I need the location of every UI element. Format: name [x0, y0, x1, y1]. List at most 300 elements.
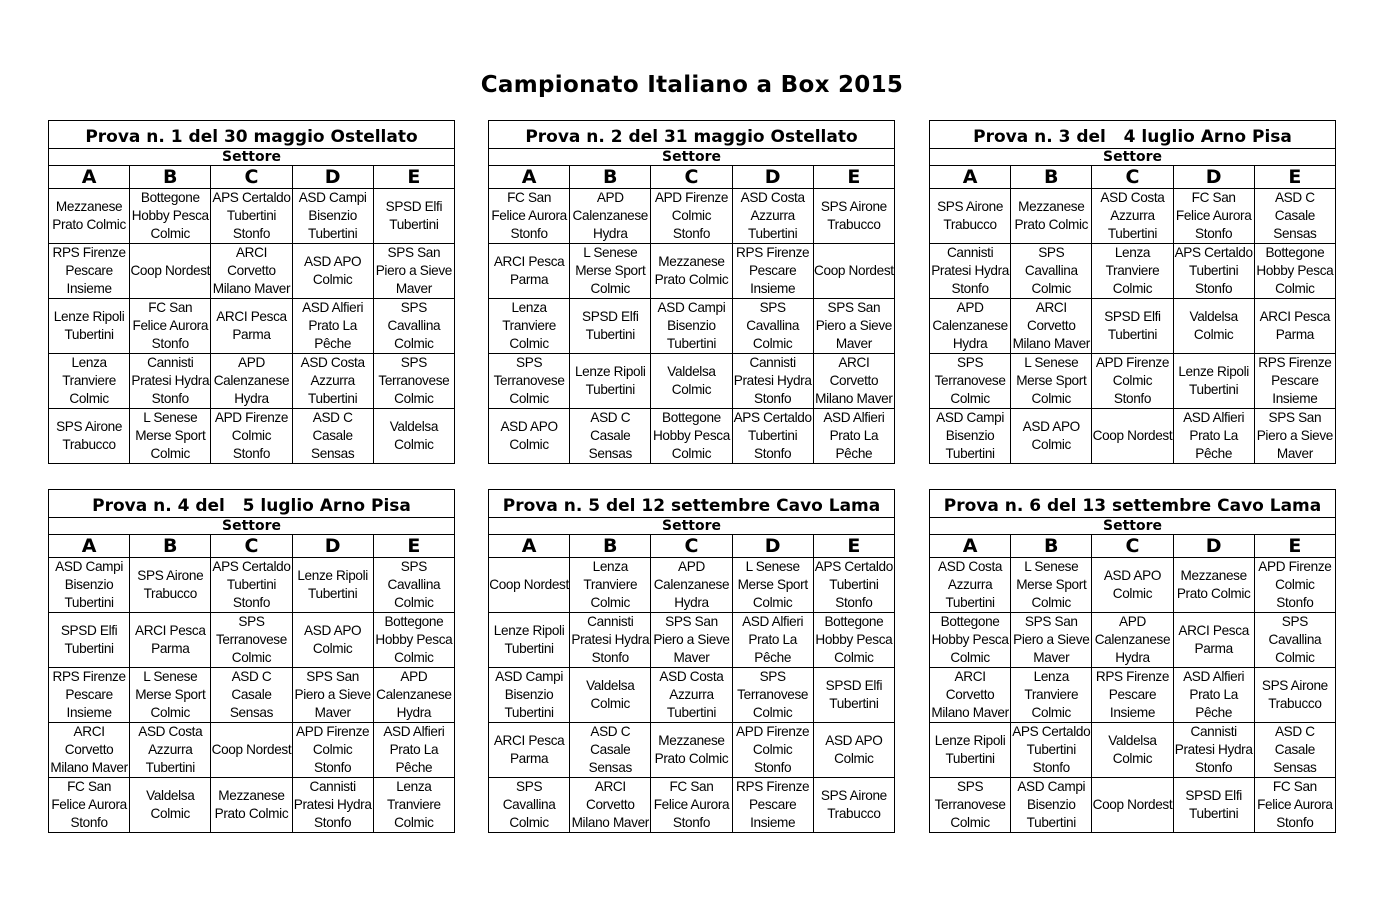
table-row	[930, 354, 1336, 409]
team-name-line: RPS Firenze	[52, 669, 126, 684]
team-name-line: SPS San	[306, 669, 360, 684]
team-cell	[732, 409, 813, 464]
team-cell	[732, 244, 813, 299]
team-name-line: Stonfo	[591, 650, 629, 665]
team-cell	[1092, 668, 1173, 723]
team-cell	[651, 558, 732, 613]
prova-table-6	[929, 489, 1336, 833]
team-name-line: Tubertini	[504, 705, 554, 720]
team-name-line: Lenze Ripoli	[297, 568, 368, 583]
team-name-line: SPS	[516, 355, 543, 370]
team-name-line: Stonfo	[151, 336, 189, 351]
team-name-line: Colmic	[1031, 437, 1071, 452]
sector-header-c: C	[1092, 535, 1173, 558]
prova-title: Prova n. 1 del 30 maggio Ostellato	[49, 121, 455, 149]
sector-header-b: B	[570, 535, 651, 558]
team-name-line: Colmic	[1112, 586, 1153, 601]
team-name-line: Tubertini	[748, 428, 798, 443]
table-row	[49, 299, 455, 354]
settore-label: Settore	[489, 518, 895, 535]
team-cell	[1092, 723, 1173, 778]
team-name-line: ARCI	[838, 355, 870, 370]
settore-label: Settore	[49, 149, 455, 166]
team-name-line: Azzurra	[148, 742, 193, 757]
team-cell	[49, 189, 130, 244]
team-cell	[570, 723, 651, 778]
team-name-line: Merse Sport	[1016, 373, 1087, 388]
team-name-line: Stonfo	[672, 226, 711, 241]
sector-header-d: D	[1173, 535, 1254, 558]
team-name-line: ARCI Pesca	[135, 623, 206, 638]
team-cell	[292, 723, 373, 778]
team-name-line: Pescare	[1271, 373, 1319, 388]
team-name-line: Tubertini	[945, 446, 995, 461]
team-name-line: Colmic	[671, 446, 712, 461]
team-name-line: RPS Firenze	[1258, 355, 1332, 370]
team-name-line: ASD Costa	[740, 190, 805, 205]
team-name-line: SPS Airone	[137, 568, 204, 583]
team-cell	[570, 244, 651, 299]
table-row	[930, 723, 1336, 778]
team-name-line: Piero a Sieve	[653, 632, 730, 647]
sector-header-e: E	[813, 166, 894, 189]
team-cell	[1092, 189, 1173, 244]
sector-header-d: D	[292, 166, 373, 189]
team-name-line: Stonfo	[835, 595, 873, 610]
team-name-line: Colmic	[1031, 391, 1071, 406]
team-name-line: Stonfo	[951, 281, 989, 296]
team-name-line: ASD C	[312, 410, 353, 425]
team-name-line: Cannisti	[946, 245, 994, 260]
team-name-line: Stonfo	[1276, 595, 1314, 610]
team-name-line: Valdelsa	[1189, 309, 1238, 324]
prova-title: Prova n. 2 del 31 maggio Ostellato	[489, 121, 895, 149]
team-name-line: Colmic	[69, 391, 109, 406]
settore-label: Settore	[489, 149, 895, 166]
team-name-line: Tubertini	[226, 208, 277, 223]
team-name-line: SPSD Elfi	[825, 678, 883, 693]
team-name-line: Lenza	[71, 355, 107, 370]
team-name-line: Mezzanese	[658, 254, 725, 269]
team-name-line: Corvetto	[227, 263, 276, 278]
team-name-line: Colmic	[150, 806, 190, 821]
sector-header-b: B	[1011, 166, 1092, 189]
team-name-line: SPS	[516, 779, 543, 794]
team-name-line: Colmic	[834, 650, 874, 665]
team-name-line: ARCI Pesca	[1259, 309, 1331, 324]
team-name-line: Terranovese	[493, 373, 565, 388]
table-row	[930, 189, 1336, 244]
table-row	[489, 778, 895, 833]
team-cell	[651, 189, 732, 244]
team-cell	[1011, 723, 1092, 778]
team-name-line: SPS	[400, 300, 427, 315]
sector-header-c: C	[651, 166, 732, 189]
table-row	[489, 723, 895, 778]
team-name-line: Tubertini	[829, 577, 879, 592]
team-name-line: SPS San	[1024, 614, 1078, 629]
team-name-line: Tranviere	[1024, 687, 1079, 702]
team-name-line: Tranviere	[1105, 263, 1160, 278]
team-cell	[813, 299, 894, 354]
team-name-line: Tubertini	[504, 641, 554, 656]
team-cell	[813, 613, 894, 668]
team-name-line: Insieme	[66, 281, 112, 296]
team-name-line: Colmic	[394, 391, 434, 406]
settore-label: Settore	[930, 149, 1336, 166]
team-cell	[930, 299, 1011, 354]
team-name-line: Trabucco	[1268, 696, 1322, 711]
team-cell	[570, 613, 651, 668]
team-name-line: APD Firenze	[214, 410, 289, 425]
team-cell	[570, 189, 651, 244]
team-name-line: SPS	[1281, 614, 1308, 629]
team-name-line: Maver	[395, 281, 432, 296]
table-row	[49, 189, 455, 244]
team-name-line: Valdelsa	[1108, 733, 1157, 748]
team-name-line: Stonfo	[1195, 226, 1233, 241]
team-cell	[570, 354, 651, 409]
team-name-line: Hobby Pesca	[375, 632, 453, 647]
team-name-line: ASD Costa	[659, 669, 724, 684]
team-cell	[732, 778, 813, 833]
team-name-line: Bisenzio	[945, 428, 995, 443]
team-name-line: Colmic	[1275, 281, 1315, 296]
team-name-line: APD Firenze	[736, 724, 810, 739]
team-cell	[1254, 723, 1335, 778]
team-name-line: Tubertini	[585, 382, 635, 397]
team-name-line: Colmic	[1275, 577, 1315, 592]
team-name-line: Mezzanese	[1180, 568, 1247, 583]
team-cell	[1254, 558, 1335, 613]
team-name-line: Colmic	[834, 751, 874, 766]
team-cell	[651, 668, 732, 723]
team-name-line: Tubertini	[1189, 806, 1239, 821]
team-cell	[211, 244, 292, 299]
team-name-line: Prato Colmic	[52, 217, 126, 232]
table-row	[489, 558, 895, 613]
prova-title: Prova n. 4 del 5 luglio Arno Pisa	[49, 490, 455, 518]
team-name-line: Colmic	[509, 815, 549, 830]
team-name-line: Corvetto	[64, 742, 114, 757]
team-name-line: Casale	[1274, 742, 1315, 757]
team-name-line: Stonfo	[672, 815, 711, 830]
team-cell	[49, 354, 130, 409]
team-name-line: Colmic	[590, 696, 630, 711]
team-name-line: Stonfo	[232, 226, 271, 241]
team-cell	[1011, 409, 1092, 464]
team-cell	[292, 668, 373, 723]
team-cell	[1254, 778, 1335, 833]
team-cell	[489, 723, 570, 778]
team-cell	[813, 668, 894, 723]
team-name-line: Azzurra	[750, 208, 795, 223]
table-row	[49, 244, 455, 299]
sector-header-b: B	[130, 166, 211, 189]
team-cell	[1173, 613, 1254, 668]
team-cell	[211, 354, 292, 409]
team-name-line: Pescare	[65, 263, 113, 278]
team-name-line: FC San	[1191, 190, 1236, 205]
team-name-line: Trabucco	[827, 806, 881, 821]
team-name-line: SPS	[957, 779, 984, 794]
team-name-line: Prato La	[748, 632, 797, 647]
team-name-line: Cavallina	[387, 577, 441, 592]
team-name-line: Maver	[1033, 650, 1070, 665]
team-cell	[489, 613, 570, 668]
team-name-line: ASD Alfieri	[823, 410, 885, 425]
team-name-line: APD Firenze	[1258, 559, 1332, 574]
sector-header-d: D	[732, 166, 813, 189]
team-name-line: Valdelsa	[146, 788, 195, 803]
team-cell	[813, 354, 894, 409]
team-name-line: Stonfo	[754, 446, 792, 461]
team-name-line: Trabucco	[62, 437, 116, 452]
team-name-line: Pescare	[1108, 687, 1157, 702]
team-cell	[1254, 409, 1335, 464]
team-name-line: Coop Nordest	[1092, 797, 1173, 812]
team-name-line: Bottegone	[384, 614, 444, 629]
team-name-line: Stonfo	[1195, 281, 1233, 296]
team-name-line: Colmic	[950, 815, 990, 830]
team-cell	[651, 613, 732, 668]
table-row	[489, 299, 895, 354]
team-name-line: Lenza	[396, 779, 432, 794]
team-name-line: APD	[238, 355, 265, 370]
table-row	[489, 354, 895, 409]
team-name-line: APS Certaldo	[212, 190, 291, 205]
team-cell	[292, 613, 373, 668]
team-name-line: Colmic	[312, 641, 353, 656]
team-name-line: ASD Alfieri	[383, 724, 445, 739]
team-name-line: ASD Campi	[657, 300, 726, 315]
team-cell	[1173, 409, 1254, 464]
team-cell	[1254, 189, 1335, 244]
team-name-line: Sensas	[588, 760, 632, 775]
team-cell	[930, 189, 1011, 244]
team-name-line: Prato Colmic	[1014, 217, 1089, 232]
team-name-line: ARCI Pesca	[493, 254, 565, 269]
team-name-line: Mezzanese	[55, 199, 123, 214]
team-name-line: ARCI	[594, 779, 626, 794]
team-name-line: Lenza	[511, 300, 547, 315]
team-cell	[732, 723, 813, 778]
team-name-line: Prato La	[308, 318, 357, 333]
team-name-line: Casale	[590, 742, 631, 757]
team-cell	[1011, 668, 1092, 723]
team-cell	[732, 668, 813, 723]
team-name-line: APD	[678, 559, 705, 574]
team-cell	[930, 613, 1011, 668]
team-name-line: Colmic	[509, 336, 549, 351]
team-name-line: ARCI	[235, 245, 267, 260]
sector-header-a: A	[930, 166, 1011, 189]
team-name-line: ASD C	[1274, 190, 1315, 205]
team-cell	[570, 409, 651, 464]
team-name-line: APD	[1119, 614, 1146, 629]
team-name-line: Tubertini	[389, 217, 439, 232]
team-name-line: Lenze Ripoli	[1178, 364, 1249, 379]
team-name-line: Tubertini	[64, 641, 114, 656]
team-name-line: Pratesi Hydra	[733, 373, 812, 388]
team-name-line: Piero a Sieve	[815, 318, 893, 333]
team-name-line: Bottegone	[662, 410, 721, 425]
table-row	[49, 778, 455, 833]
table-row	[930, 778, 1336, 833]
team-name-line: Parma	[232, 327, 271, 342]
team-name-line: SPS	[400, 559, 427, 574]
team-name-line: Maver	[1276, 446, 1313, 461]
team-name-line: Parma	[509, 272, 549, 287]
team-name-line: Colmic	[671, 382, 712, 397]
team-name-line: Bisenzio	[64, 577, 114, 592]
team-cell	[1011, 613, 1092, 668]
team-cell	[211, 613, 292, 668]
team-name-line: Stonfo	[754, 760, 792, 775]
sector-header-d: D	[732, 535, 813, 558]
team-name-line: Colmic	[150, 226, 190, 241]
team-cell	[1011, 244, 1092, 299]
sector-header-c: C	[1092, 166, 1173, 189]
team-name-line: Insieme	[1272, 391, 1318, 406]
team-name-line: SPS Airone	[820, 199, 887, 214]
team-name-line: Prato La	[1189, 687, 1238, 702]
team-name-line: ASD Campi	[55, 559, 124, 574]
team-name-line: Bisenzio	[308, 208, 357, 223]
team-cell	[49, 668, 130, 723]
team-cell	[570, 558, 651, 613]
team-name-line: Azzurra	[947, 577, 993, 592]
team-name-line: Parma	[509, 751, 549, 766]
team-name-line: Colmic	[394, 336, 434, 351]
team-cell	[373, 558, 454, 613]
team-name-line: Parma	[1275, 327, 1315, 342]
team-cell	[1092, 244, 1173, 299]
team-name-line: Bisenzio	[504, 687, 554, 702]
team-name-line: ASD Alfieri	[1183, 410, 1245, 425]
team-name-line: Terranovese	[934, 373, 1006, 388]
team-cell	[813, 409, 894, 464]
team-name-line: ASD Campi	[298, 190, 367, 205]
sector-header-b: B	[1011, 535, 1092, 558]
team-cell	[373, 244, 454, 299]
team-name-line: SPS	[400, 355, 427, 370]
team-name-line: RPS Firenze	[52, 245, 126, 260]
team-name-line: Hydra	[952, 336, 988, 351]
team-name-line: FC San	[148, 300, 193, 315]
settore-label: Settore	[49, 518, 455, 535]
team-name-line: Bisenzio	[1026, 797, 1076, 812]
team-name-line: Casale	[231, 687, 272, 702]
team-name-line: Sensas	[229, 705, 274, 720]
team-cell	[732, 299, 813, 354]
team-cell	[292, 189, 373, 244]
team-cell	[930, 409, 1011, 464]
team-name-line: Stonfo	[1032, 760, 1070, 775]
team-cell	[1173, 244, 1254, 299]
team-name-line: Mezzanese	[658, 733, 725, 748]
team-cell	[1092, 558, 1173, 613]
table-row	[49, 723, 455, 778]
team-cell	[1254, 613, 1335, 668]
team-name-line: L Senese	[143, 410, 198, 425]
team-cell	[732, 558, 813, 613]
settore-label: Settore	[930, 518, 1336, 535]
team-name-line: ASD Costa	[938, 559, 1003, 574]
team-cell	[930, 778, 1011, 833]
team-cell	[373, 354, 454, 409]
team-cell	[49, 244, 130, 299]
team-name-line: ASD Campi	[936, 410, 1005, 425]
team-cell	[489, 354, 570, 409]
table-row	[49, 409, 455, 464]
team-name-line: Piero a Sieve	[1013, 632, 1090, 647]
team-cell	[1011, 778, 1092, 833]
team-name-line: Corvetto	[945, 687, 995, 702]
team-name-line: Colmic	[394, 595, 434, 610]
team-cell	[813, 558, 894, 613]
team-cell	[373, 299, 454, 354]
team-cell	[651, 723, 732, 778]
team-name-line: Insieme	[66, 705, 112, 720]
team-name-line: Parma	[151, 641, 190, 656]
team-name-line: Merse Sport	[135, 428, 206, 443]
team-cell	[930, 244, 1011, 299]
team-name-line: ASD APO	[825, 733, 883, 748]
team-name-line: Colmic	[950, 391, 990, 406]
team-cell	[930, 723, 1011, 778]
team-name-line: Stonfo	[151, 391, 189, 406]
team-name-line: Casale	[590, 428, 631, 443]
team-name-line: Azzurra	[669, 687, 714, 702]
team-name-line: L Senese	[1024, 355, 1079, 370]
team-name-line: Calenzanese	[932, 318, 1008, 333]
team-name-line: APS Certaldo	[814, 559, 893, 574]
team-name-line: Felice Aurora	[132, 318, 209, 333]
team-name-line: Milano Maver	[931, 705, 1009, 720]
team-name-line: ARCI Pesca	[1178, 623, 1249, 638]
team-cell	[49, 613, 130, 668]
sector-header-e: E	[373, 166, 454, 189]
team-name-line: ASD Costa	[300, 355, 365, 370]
prova-table-2	[488, 120, 895, 464]
team-cell	[489, 668, 570, 723]
team-name-line: ARCI	[1035, 300, 1067, 315]
team-name-line: ASD Alfieri	[302, 300, 364, 315]
team-name-line: L Senese	[583, 245, 638, 260]
team-cell	[130, 613, 211, 668]
team-cell	[292, 778, 373, 833]
team-name-line: RPS Firenze	[1095, 669, 1170, 684]
team-name-line: Felice Aurora	[491, 208, 567, 223]
team-name-line: Cannisti	[587, 614, 634, 629]
team-name-line: Tranviere	[386, 797, 441, 812]
team-name-line: Piero a Sieve	[294, 687, 371, 702]
team-name-line: Tubertini	[1189, 382, 1239, 397]
team-name-line: Colmic	[671, 208, 712, 223]
team-name-line: Colmic	[1112, 751, 1153, 766]
team-name-line: L Senese	[745, 559, 800, 574]
team-name-line: ASD APO	[304, 254, 362, 269]
team-name-line: ASD Costa	[1100, 190, 1165, 205]
team-name-line: Corvetto	[829, 373, 879, 388]
team-name-line: Pescare	[748, 263, 797, 278]
team-cell	[1011, 354, 1092, 409]
team-cell	[732, 189, 813, 244]
team-cell	[130, 558, 211, 613]
team-name-line: Cannisti	[309, 779, 356, 794]
team-name-line: Cavallina	[387, 318, 441, 333]
